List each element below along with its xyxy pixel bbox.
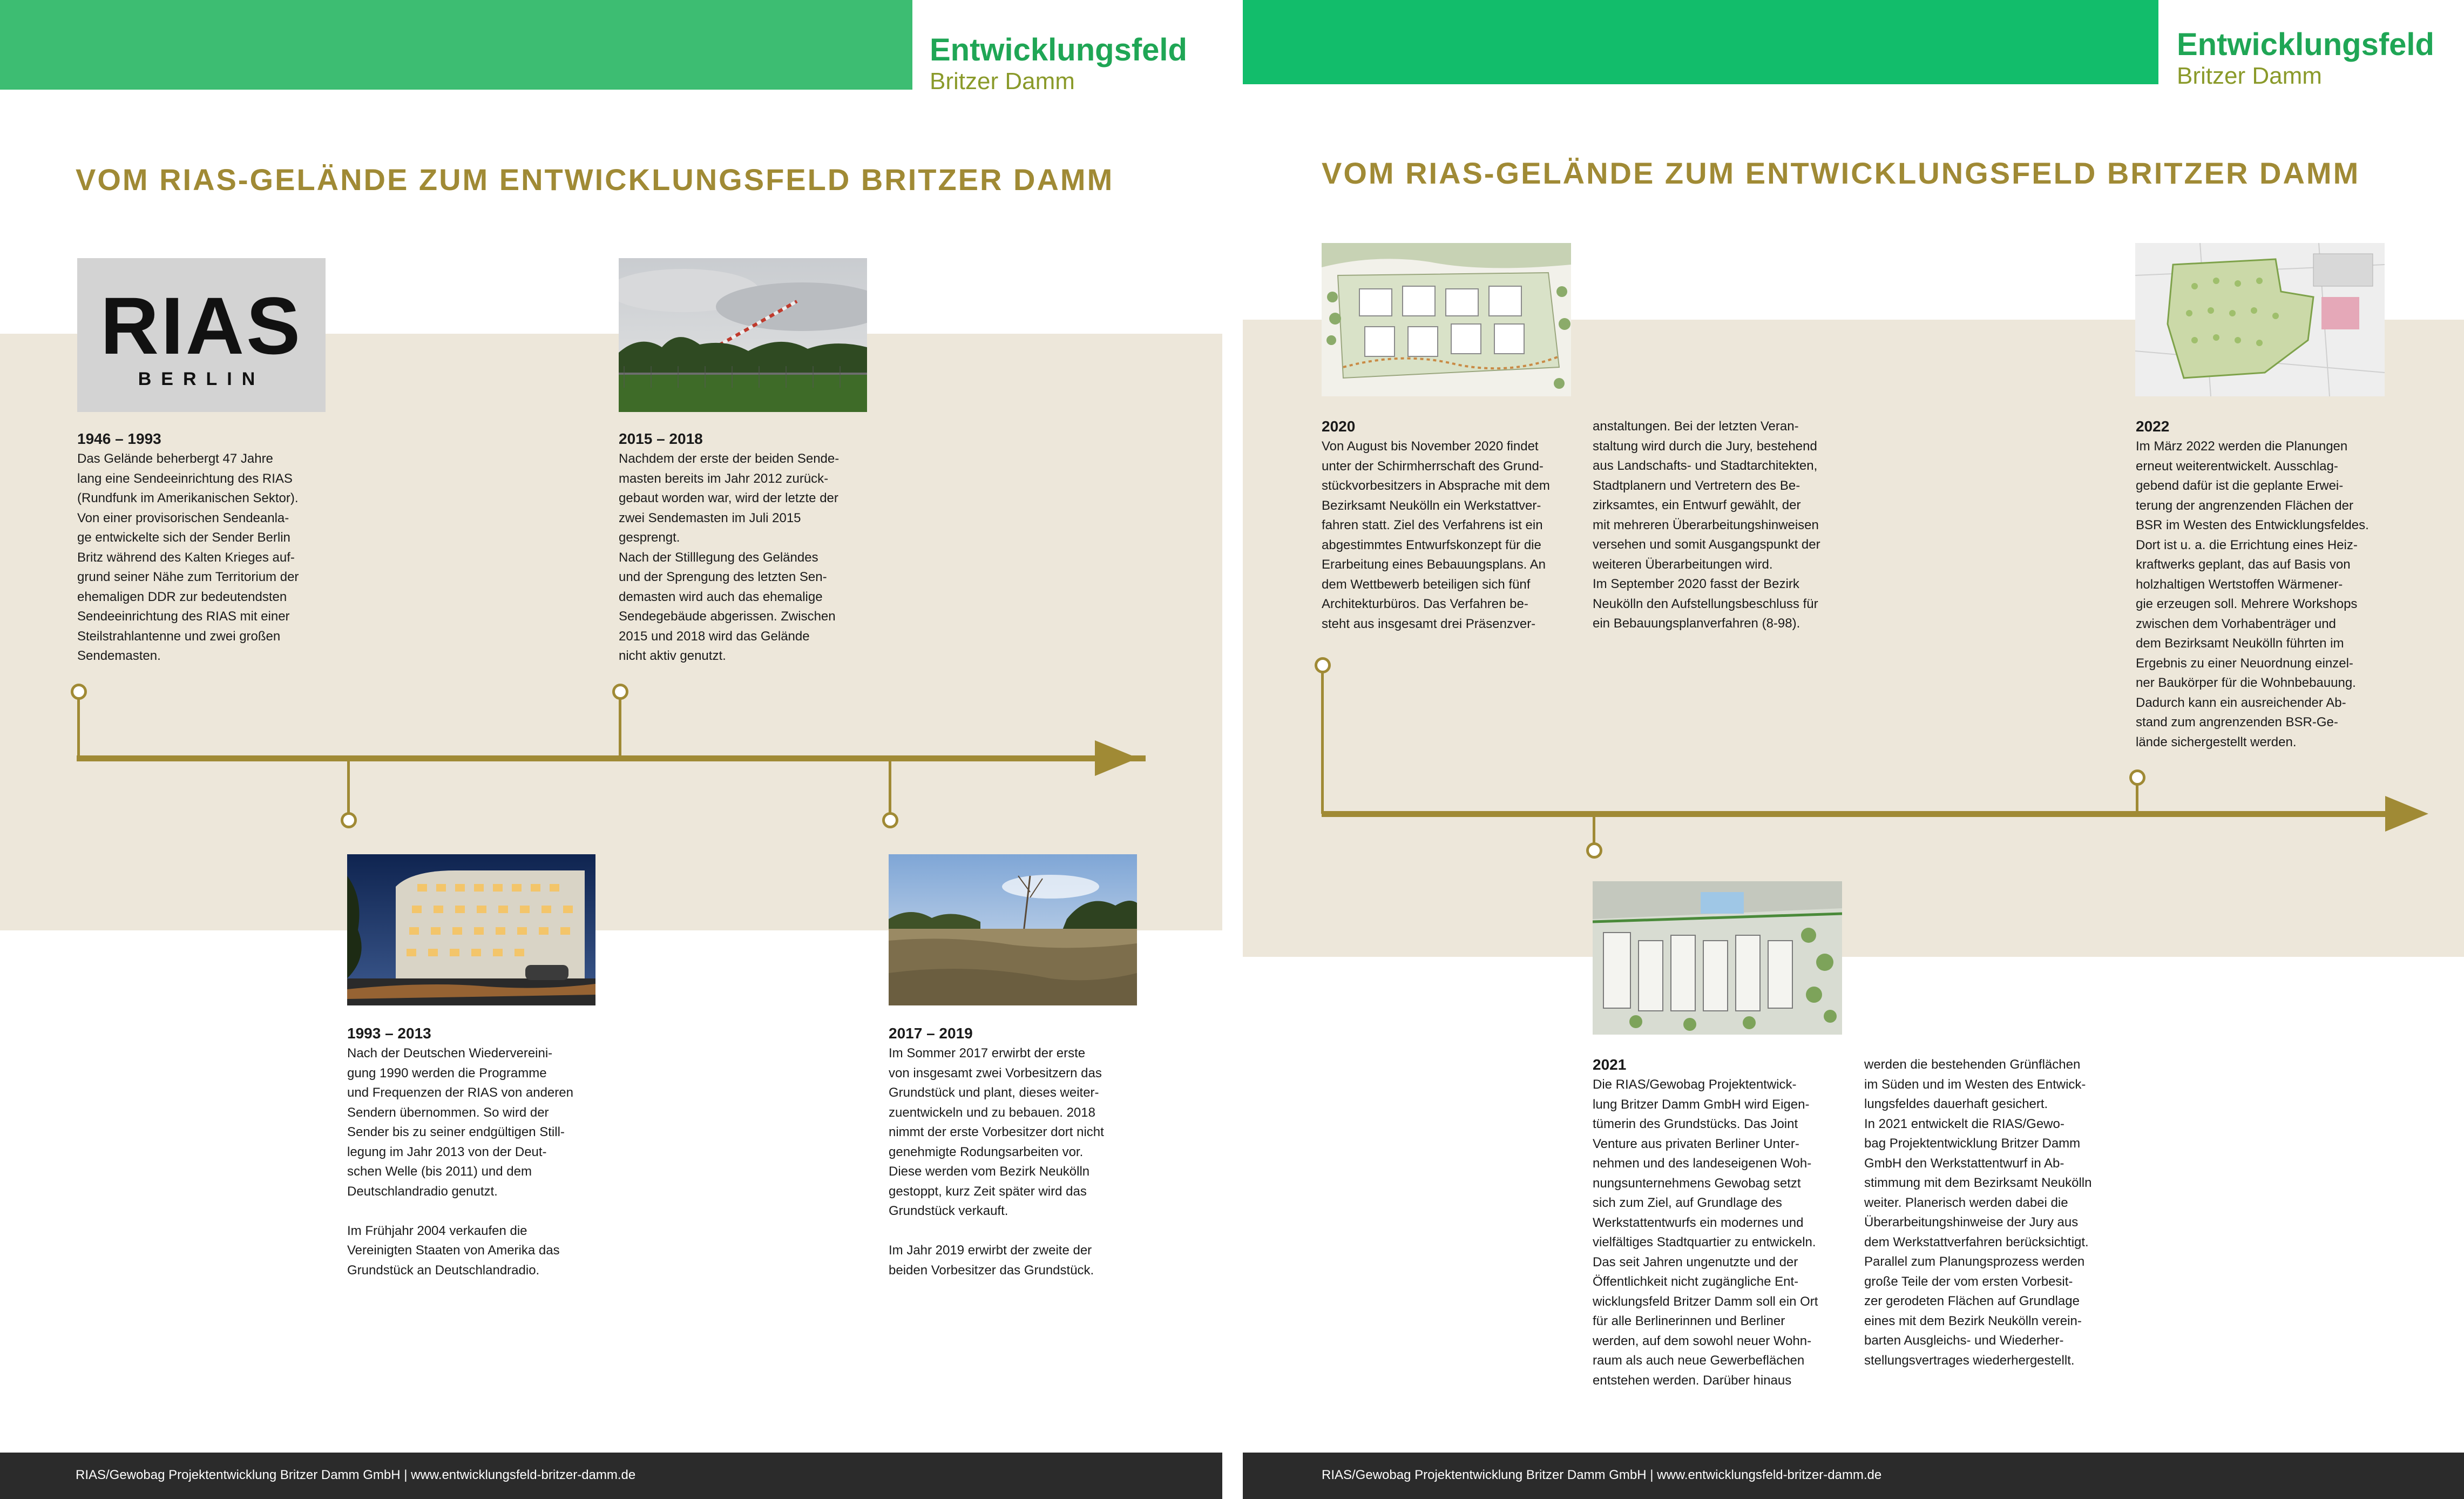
- header-bar: [0, 0, 912, 90]
- entry-text: Im März 2022 werden die Planungen erneut weiterentwickelt. Ausschlag- gebend dafür ist die geplante Erwei- terung der angrenzenden Flächen der BSR im Westen des Entwicklungsfeldes. Dort ist u. a. die Errichtung eines Heiz- kraftwerks geplant, das auf Basis von holzhaltigen Wertstoffen Wärmener- gie erzeugen soll. Mehrere Workshops zwischen dem Vorhabenträger und dem Bezirksamt Neukölln führten im Ergebnis zu einer Neuordnung einzel- ner Baukörper für die Wohnbebauung. Dadurch kann ein ausreichender Ab- stand zum angrenzenden BSR-Ge- lände sichergestellt werden.: [2136, 439, 2369, 749]
- entry-year: 2021: [1593, 1056, 1627, 1073]
- entry-text-col2: anstaltungen. Bei der letzten Veran- staltung wird durch die Jury, bestehend aus Landschafts- und Stadtarchitekten, Stadtplanern und Vertretern des Be- zirksamtes, ein Entwurf gewählt, der mit mehreren Überarbeitungshinweisen versehen und somit Ausgangspunkt der weiteren Überarbeitungen wird. Im September 2020 fasst der Bezirk Neukölln den Aufstellungsbeschluss für ein Bebauungsplanverfahren (8-98).: [1593, 419, 1820, 631]
- rias-logo-word: RIAS: [100, 280, 303, 371]
- timeline-node-2020: [1315, 657, 1331, 673]
- brand-title: Entwicklungsfeld: [2177, 27, 2434, 62]
- brand-title: Entwicklungsfeld: [930, 32, 1187, 67]
- timeline-stem: [347, 759, 350, 815]
- brand: [2177, 27, 2434, 90]
- poster-left: [0, 0, 1222, 1499]
- entry-text-col1: Von August bis November 2020 findet unter der Schirmherrschaft des Grund- stückvorbesitzers in Absprache mit dem Bezirksamt Neukölln ein Werkstattver- fahren statt. Ziel des Verfahrens ist ein abgestimmtes Entwurfskonzept für die Erarbeitung eines Bebauungsplans. An dem Wettbewerb beteiligen sich fünf Architekturbüros. Das Verfahren be- steht aus insgesamt drei Präsenzver-: [1322, 439, 1550, 631]
- entry-text-col1: Die RIAS/Gewobag Projektentwick- lung Britzer Damm GmbH wird Eigen- tümerin des Grundstücks. Das Joint Venture aus privaten Berliner Unter- nehmen und des landeseigenen Woh- nungsunternehmens Gewobag setzt sich zum Ziel, auf Grundlage des Werkstattentwurfs ein modernes und vielfältiges Stadtquartier zu entwickeln. Das seit Jahren ungenutzte und der Öffentlichkeit nicht zugängliche Ent- wicklungsfeld Britzer Damm soll ein Ort für alle Berlinerinnen und Berliner werden, auf dem sowohl neuer Wohn- raum als auch neue Gewerbeflächen entstehen werden. Darüber hinaus: [1593, 1077, 1818, 1388]
- gutter: [1222, 0, 1243, 1499]
- entry-text: Das Gelände beherbergt 47 Jahre lang eine Sendeeinrichtung des RIAS (Rundfunk im Amerikanischen Sektor). Von einer provisorischen Sendeanla- ge entwickelte sich der Sender Berlin Britz während des Kalten Krieges auf- grund seiner Nähe zum Territorium der ehemaligen DDR zur bedeutendsten Sendeeinrichtung des RIAS mit einer Steilstrahlantenne und zwei großen Sendemasten.: [77, 451, 299, 663]
- rias-logo: [77, 258, 326, 412]
- timeline-arrow: [1095, 740, 1138, 776]
- timeline-arrow: [2385, 796, 2428, 832]
- site-plan-2020: [1322, 243, 1571, 396]
- page-title: VOM RIAS-GELÄNDE ZUM ENTWICKLUNGSFELD BRITZER DAMM: [1322, 156, 2360, 190]
- timeline-node-2021: [1586, 842, 1602, 859]
- timeline-axis: [1322, 811, 2388, 817]
- entry-text: Im Sommer 2017 erwirbt der erste von insgesamt zwei Vorbesitzern das Grundstück und plant, dieses weiter- zuentwickeln und zu bebauen. 2018 nimmt der erste Vorbesitzer dort nicht genehmigte Rodungsarbeiten vor. Diese werden vom Bezirk Neukölln gestoppt, kurz Zeit später wird das Grundstück verkauft. Im Jahr 2019 erwirbt der zweite der beiden Vorbesitzer das Grundstück.: [889, 1046, 1104, 1278]
- timeline-node-2015: [612, 684, 628, 700]
- entry-year: 1993 – 2013: [347, 1025, 431, 1042]
- timeline-stem: [77, 697, 80, 759]
- brand-subtitle: Britzer Damm: [930, 68, 1075, 94]
- timeline-axis: [77, 755, 1146, 761]
- page-title: VOM RIAS-GELÄNDE ZUM ENTWICKLUNGSFELD BRITZER DAMM: [76, 163, 1114, 197]
- entry-year: 2020: [1322, 418, 1356, 435]
- timeline-node-1993: [341, 812, 357, 828]
- photo-credit: [598, 946, 604, 948]
- entry-year: 2017 – 2019: [889, 1025, 973, 1042]
- entry-text-col2: werden die bestehenden Grünflächen im Süden und im Westen des Entwick- lungsfeldes dauerhaft gesichert. In 2021 entwickelt die RIAS/Gewo- bag Projektentwicklung Britzer Damm GmbH den Werkstattentwurf in Ab- stimmung mit dem Bezirksamt Neukölln weiter. Planerisch werden dabei die Überarbeitungshinweise der Jury aus dem Werkstattverfahren berücksichtigt. Parallel zum Planungsprozess werden große Teile der vom ersten Vorbesit- zer gerodeten Flächen auf Grundlage eines mit dem Bezirk Neukölln verein- barten Ausgleichs- und Wiederher- stellungsvertrages wiederhergestellt.: [1864, 1057, 2092, 1368]
- footer-bar: [1243, 1453, 2464, 1499]
- brand: [930, 32, 1187, 95]
- timeline-stem: [889, 759, 891, 815]
- footer-text: RIAS/Gewobag Projektentwicklung Britzer Damm GmbH | www.entwicklungsfeld-britzer-damm.de: [1322, 1468, 1882, 1482]
- entry-year: 1946 – 1993: [77, 430, 161, 447]
- site-plan-2022: [2135, 243, 2385, 396]
- site-plan-2021: [1593, 881, 1842, 1035]
- entry-text: Nach der Deutschen Wiedervereini- gung 1990 werden die Programme und Frequenzen der RIAS von anderen Sendern übernommen. So wird der Sender bis zu seiner endgültigen Still- legung im Jahr 2013 von der Deut- schen Welle (bis 2011) und dem Deutschlandradio genutzt. Im Frühjahr 2004 verkaufen die Vereinigten Staaten von Amerika das Grundstück an Deutschlandradio.: [347, 1046, 573, 1278]
- timeline-stem: [619, 697, 621, 759]
- entry-text: Nachdem der erste der beiden Sende- masten bereits im Jahr 2012 zurück- gebaut worden war, wird der letzte der zwei Sendemasten im Juli 2015 gesprengt. Nach der Stilllegung des Geländes und der Sprengung des letzten Sen- demasten wird auch das ehemalige Sendegebäude abgerissen. Zwischen 2015 und 2018 wird das Gelände nicht aktiv genutzt.: [619, 451, 840, 663]
- footer-bar: [0, 1453, 1222, 1499]
- footer-text: RIAS/Gewobag Projektentwicklung Britzer Damm GmbH | www.entwicklungsfeld-britzer-damm.de: [76, 1468, 636, 1482]
- photo-cleared-field: [889, 854, 1137, 1005]
- photo-rias-building-night: [347, 854, 595, 1005]
- poster-right: [1243, 0, 2464, 1499]
- brand-subtitle: Britzer Damm: [2177, 63, 2322, 89]
- timeline-node-2022: [2129, 769, 2145, 786]
- timeline-node-2017: [882, 812, 898, 828]
- entry-year: 2015 – 2018: [619, 430, 703, 447]
- entry-year: 2022: [2136, 418, 2170, 435]
- rias-logo-sub: BERLIN: [138, 369, 265, 389]
- timeline-stem: [1593, 814, 1595, 846]
- header-bar: [1243, 0, 2158, 84]
- photo-transmitter-mast: [619, 258, 867, 412]
- timeline-node-1946: [71, 684, 87, 700]
- timeline-stem: [1321, 672, 1324, 814]
